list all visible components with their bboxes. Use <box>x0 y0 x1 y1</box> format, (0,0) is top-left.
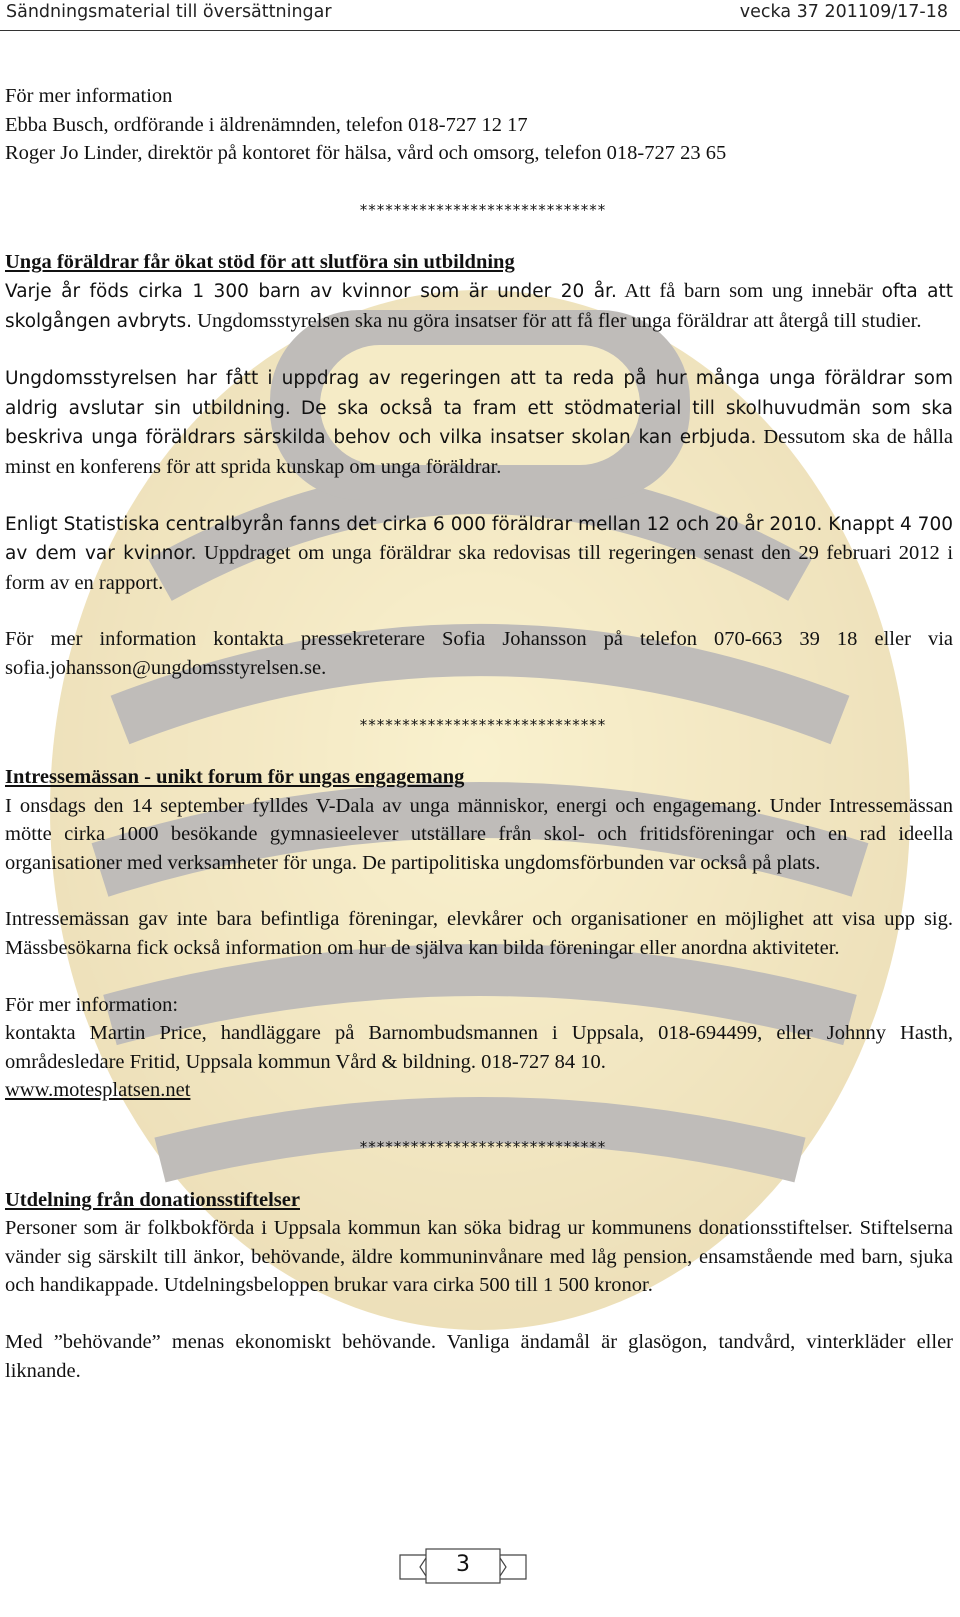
article-paragraph: Med ”behövande” menas ekonomiskt behövande. Vanliga ändamål är glasögon, tandvård, vinterkläder eller liknande. <box>5 1331 953 1382</box>
separator: ***************************** <box>359 200 607 219</box>
article-paragraph: Varje år föds cirka 1 300 barn av kvinnor som är under 20 år. Att få barn som ung innebär ofta att skolgången avbryts. Ungdomsstyrelsen ska nu göra insatser för att få fler unga föräldrar att återgå till studier. <box>5 279 953 332</box>
contact-title: För mer information <box>5 85 173 107</box>
contact-body: kontakta Martin Price, handläggare på Barnombudsmannen i Uppsala, 018-694499, eller Johnny Hasth, områdesledare Fritid, Uppsala kommun Vård & bildning. 018-727 84 10. <box>5 1022 953 1073</box>
header-week: vecka 37 201109/17-18 <box>739 2 948 22</box>
article-paragraph: Intressemässan gav inte bara befintliga föreningar, elevkårer och organisationer en möjlighet att visa upp sig. Mässbesökarna fick också information om hur de själva kan bilda föreningar eller anordna aktiviteter. <box>5 908 953 960</box>
contact-line: Ebba Busch, ordförande i äldrenämnden, telefon 018-727 12 17 <box>5 113 528 136</box>
article-paragraph: I onsdags den 14 september fylldes V-Dala av unga människor, energi och engagemang. Under Intressemässan mötte cirka 1000 besökande gymnasieelever utställare från skol- och fritidsföreningar och en rad ideella organisationer med verksamheter för unga. De partipolitiska ungdomsförbunden var också på plats. <box>5 794 953 874</box>
article-heading: Intressemässan - unikt forum för ungas engagemang <box>5 766 465 789</box>
article-paragraph: Ungdomsstyrelsen har fått i uppdrag av regeringen att ta reda på hur många unga föräldrar som aldrig avslutar sin utbildning. De ska också ta fram ett stödmaterial till skolhuvudmän som ska beskriva unga föräldrars särskilda behov och vilka insatser skolan kan erbjuda. Dessutom ska de hålla minst en konferens för att sprida kunskap om unga föräldrar. <box>5 368 954 478</box>
article-paragraph: Enligt Statistiska centralbyrån fanns det cirka 6 000 föräldrar mellan 12 och 20 år 2010. Knappt 4 700 av dem var kvinnor. Uppdraget om unga föräldrar ska redovisas till regeringen senast den 29 februari 2012 i form av en rapport. <box>5 513 954 594</box>
header-title: Sändningsmaterial till översättningar <box>6 2 332 22</box>
separator: ***************************** <box>359 1138 607 1157</box>
contact-line: Roger Jo Linder, direktör på kontoret för hälsa, vård och omsorg, telefon 018-727 23 65 <box>5 142 727 165</box>
page-header <box>0 0 960 31</box>
document-body <box>5 82 953 1385</box>
article-paragraph: Personer som är folkbokförda i Uppsala kommun kan söka bidrag ur kommunens donationsstiftelser. Stiftelserna vänder sig särskilt till änkor, behövande, äldre kommuninvånare med låg pension, ensamstående med barn, sjuka och handikappade. Utdelningsbeloppen brukar vara cirka 500 till 1 500 kronor. <box>5 1217 953 1297</box>
page-number: 3 <box>456 1552 470 1577</box>
article-paragraph: För mer information kontakta pressekreterare Sofia Johansson på telefon 070-663 39 18 eller via sofia.johansson@ungdomsstyrelsen.se. <box>5 628 953 679</box>
website-link[interactable]: www.motesplatsen.net <box>5 1079 191 1102</box>
contact-title: För mer information: <box>5 993 179 1016</box>
separator: ***************************** <box>359 715 607 734</box>
article-heading: Utdelning från donationsstiftelser <box>5 1188 300 1211</box>
article-heading: Unga föräldrar får ökat stöd för att slutföra sin utbildning <box>5 251 515 274</box>
page-number-badge <box>398 1547 528 1587</box>
